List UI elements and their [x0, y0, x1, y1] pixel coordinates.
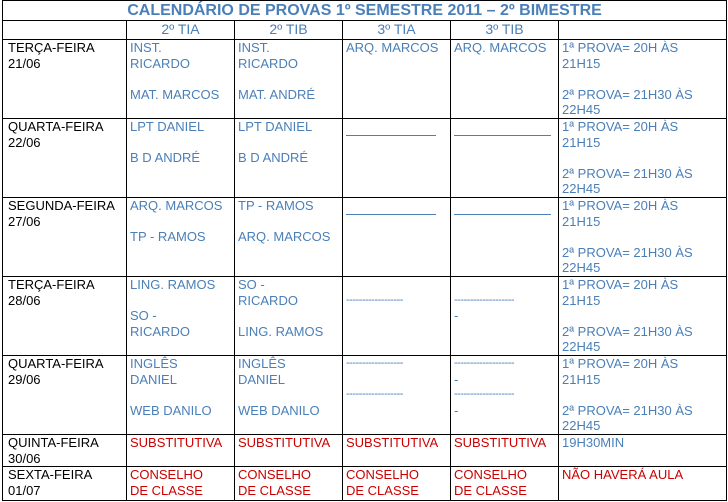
- exam-cell-2tib: [235, 197, 343, 276]
- exam-text: CONSELHO: [130, 467, 203, 483]
- header-time: [559, 21, 727, 40]
- exam-text: ARQ. MARCOS: [130, 197, 223, 213]
- exam-text: DANIEL: [238, 371, 285, 387]
- exam-text: CONSELHO: [454, 467, 527, 483]
- exam-text: RICARDO: [238, 292, 298, 308]
- time-cell: [559, 118, 727, 197]
- exam-cell-3tia: [343, 197, 451, 276]
- blank-dashes: -------------------: [454, 293, 515, 306]
- exam-cell-2tia: [127, 434, 235, 466]
- exam-text: B D ANDRÉ: [130, 150, 201, 166]
- time-cell: [559, 40, 727, 119]
- exam-text: INST.: [130, 40, 162, 55]
- exam-text: RICARDO: [238, 55, 298, 71]
- exam-text: MAT. MARCOS: [130, 86, 220, 102]
- time-cell: [559, 276, 727, 355]
- exam-cell-3tib: [451, 197, 559, 276]
- time-text: 1ª PROVA= 20H ÀS: [562, 276, 679, 292]
- day-name: TERÇA-FEIRA: [8, 276, 95, 292]
- time-text: 2ª PROVA= 21H30 ÀS: [562, 323, 693, 339]
- exam-cell-2tia: [127, 118, 235, 197]
- blank-line: [454, 214, 551, 215]
- exam-cell-3tia: [343, 467, 451, 501]
- exam-cell-3tia: [343, 40, 451, 119]
- day-date: 22/06: [8, 134, 41, 150]
- time-cell: [559, 467, 727, 501]
- table-row: [3, 355, 727, 434]
- day-cell: [3, 467, 127, 501]
- day-cell: [3, 197, 127, 276]
- time-text: 2ª PROVA= 21H30 ÀS: [562, 86, 693, 102]
- exam-text: CONSELHO: [238, 467, 311, 483]
- day-date: 29/06: [8, 371, 41, 387]
- exam-cell-3tib: [451, 467, 559, 501]
- exam-cell-2tia: [127, 355, 235, 434]
- exam-text: TP - RAMOS: [130, 229, 206, 245]
- blank-line: [346, 135, 436, 136]
- time-text: 2ª PROVA= 21H30 ÀS: [562, 165, 693, 181]
- exam-text: INGLÊS: [238, 355, 286, 371]
- exam-text: LPT DANIEL: [238, 118, 313, 134]
- time-text: 21H15: [562, 134, 601, 150]
- exam-cell-3tia: [343, 276, 451, 355]
- exam-cell-3tia: [343, 355, 451, 434]
- day-name: QUARTA-FEIRA: [8, 118, 104, 134]
- header-day: [3, 21, 127, 40]
- exam-text: SUBSTITUTIVA: [454, 434, 547, 450]
- header-2tib: 2º TIB: [235, 21, 343, 40]
- day-cell: [3, 118, 127, 197]
- blank-dashes: -: [454, 371, 459, 387]
- day-cell: [3, 434, 127, 466]
- time-text: 22H45: [562, 260, 601, 276]
- blank-dashes: -------------------: [454, 388, 515, 401]
- blank-dashes: -------------------: [454, 356, 515, 369]
- table-row: [3, 276, 727, 355]
- exam-text: ARQ. MARCOS: [454, 40, 547, 55]
- time-text: 1ª PROVA= 20H ÀS: [562, 118, 679, 134]
- exam-text: WEB DANILO: [238, 402, 320, 418]
- title-row: [3, 1, 727, 21]
- table-row: [3, 40, 727, 119]
- exam-text: ARQ. MARCOS: [238, 229, 331, 245]
- exam-calendar-table: [2, 0, 727, 501]
- exam-calendar-sheet: [2, 0, 726, 501]
- exam-text: B D ANDRÉ: [238, 150, 309, 166]
- time-text: 22H45: [562, 181, 601, 197]
- day-name: SEGUNDA-FEIRA: [8, 197, 115, 213]
- time-text: 1ª PROVA= 20H ÀS: [562, 40, 679, 55]
- table-row: [3, 197, 727, 276]
- exam-text: LING. RAMOS: [130, 276, 216, 292]
- exam-text: DE CLASSE: [130, 482, 203, 498]
- day-date: 01/07: [8, 482, 41, 498]
- exam-text: SO -: [130, 308, 157, 324]
- exam-text: SUBSTITUTIVA: [346, 434, 439, 450]
- exam-cell-3tia: [343, 118, 451, 197]
- time-text: 21H15: [562, 55, 601, 71]
- exam-cell-2tib: [235, 40, 343, 119]
- exam-cell-2tib: [235, 276, 343, 355]
- blank-dashes: ------------------: [346, 356, 403, 369]
- time-text: 1ª PROVA= 20H ÀS: [562, 355, 679, 371]
- blank-line: [454, 135, 551, 136]
- blank-dashes: ------------------: [346, 388, 403, 401]
- exam-cell-3tib: [451, 355, 559, 434]
- exam-text: TP - RAMOS: [238, 197, 314, 213]
- time-text: 1ª PROVA= 20H ÀS: [562, 197, 679, 213]
- exam-cell-2tia: [127, 40, 235, 119]
- exam-text: SUBSTITUTIVA: [238, 434, 331, 450]
- day-cell: [3, 355, 127, 434]
- exam-text: DE CLASSE: [454, 482, 527, 498]
- exam-cell-2tib: [235, 355, 343, 434]
- time-text: 22H45: [562, 102, 601, 118]
- header-2tia: 2º TIA: [127, 21, 235, 40]
- time-text: 2ª PROVA= 21H30 ÀS: [562, 402, 693, 418]
- header-row: [3, 21, 727, 40]
- exam-text: RICARDO: [130, 323, 190, 339]
- day-cell: [3, 276, 127, 355]
- time-text: 2ª PROVA= 21H30 ÀS: [562, 244, 693, 260]
- header-3tia: 3º TIA: [343, 21, 451, 40]
- day-date: 27/06: [8, 213, 41, 229]
- time-text: 22H45: [562, 418, 601, 434]
- exam-cell-3tib: [451, 118, 559, 197]
- exam-cell-2tia: [127, 467, 235, 501]
- table-row: [3, 434, 727, 466]
- blank-dashes: -: [454, 308, 459, 324]
- day-date: 21/06: [8, 55, 41, 71]
- exam-cell-3tib: [451, 276, 559, 355]
- header-3tib: 3º TIB: [451, 21, 559, 40]
- exam-cell-3tib: [451, 40, 559, 119]
- day-cell: [3, 40, 127, 119]
- exam-text: LING. RAMOS: [238, 323, 324, 339]
- exam-text: ARQ. MARCOS: [346, 40, 439, 55]
- day-name: SEXTA-FEIRA: [8, 467, 93, 483]
- exam-cell-2tia: [127, 197, 235, 276]
- table-row: [3, 118, 727, 197]
- exam-text: INST.: [238, 40, 270, 55]
- blank-line: [346, 214, 436, 215]
- exam-cell-2tib: [235, 467, 343, 501]
- time-text: 19H30MIN: [562, 434, 625, 450]
- exam-text: LPT DANIEL: [130, 118, 205, 134]
- day-name: TERÇA-FEIRA: [8, 40, 95, 55]
- time-text: 21H15: [562, 371, 601, 387]
- exam-text: MAT. ANDRÉ: [238, 86, 316, 102]
- table-row: [3, 467, 727, 501]
- exam-text: CONSELHO: [346, 467, 419, 483]
- exam-cell-2tia: [127, 276, 235, 355]
- exam-text: DE CLASSE: [346, 482, 419, 498]
- time-text: 21H15: [562, 292, 601, 308]
- exam-cell-2tib: [235, 434, 343, 466]
- exam-text: SO -: [238, 276, 265, 292]
- exam-cell-3tib: [451, 434, 559, 466]
- time-cell: [559, 197, 727, 276]
- exam-cell-2tib: [235, 118, 343, 197]
- exam-text: WEB DANILO: [130, 402, 212, 418]
- time-cell: [559, 434, 727, 466]
- day-name: QUARTA-FEIRA: [8, 355, 104, 371]
- exam-text: INGLÊS: [130, 355, 178, 371]
- time-cell: [559, 355, 727, 434]
- time-text: 21H15: [562, 213, 601, 229]
- time-text: 22H45: [562, 339, 601, 355]
- day-date: 30/06: [8, 450, 41, 466]
- exam-text: DANIEL: [130, 371, 177, 387]
- exam-cell-3tia: [343, 434, 451, 466]
- blank-dashes: ------------------: [346, 293, 403, 306]
- page-title: CALENDÁRIO DE PROVAS 1º SEMESTRE 2011 – 2º BIMESTRE: [3, 1, 727, 21]
- blank-dashes: -: [454, 402, 459, 418]
- day-date: 28/06: [8, 292, 41, 308]
- day-name: QUINTA-FEIRA: [8, 434, 99, 450]
- exam-text: RICARDO: [130, 55, 190, 71]
- time-text: NÃO HAVERÁ AULA: [562, 467, 684, 483]
- exam-text: SUBSTITUTIVA: [130, 434, 223, 450]
- exam-text: DE CLASSE: [238, 482, 311, 498]
